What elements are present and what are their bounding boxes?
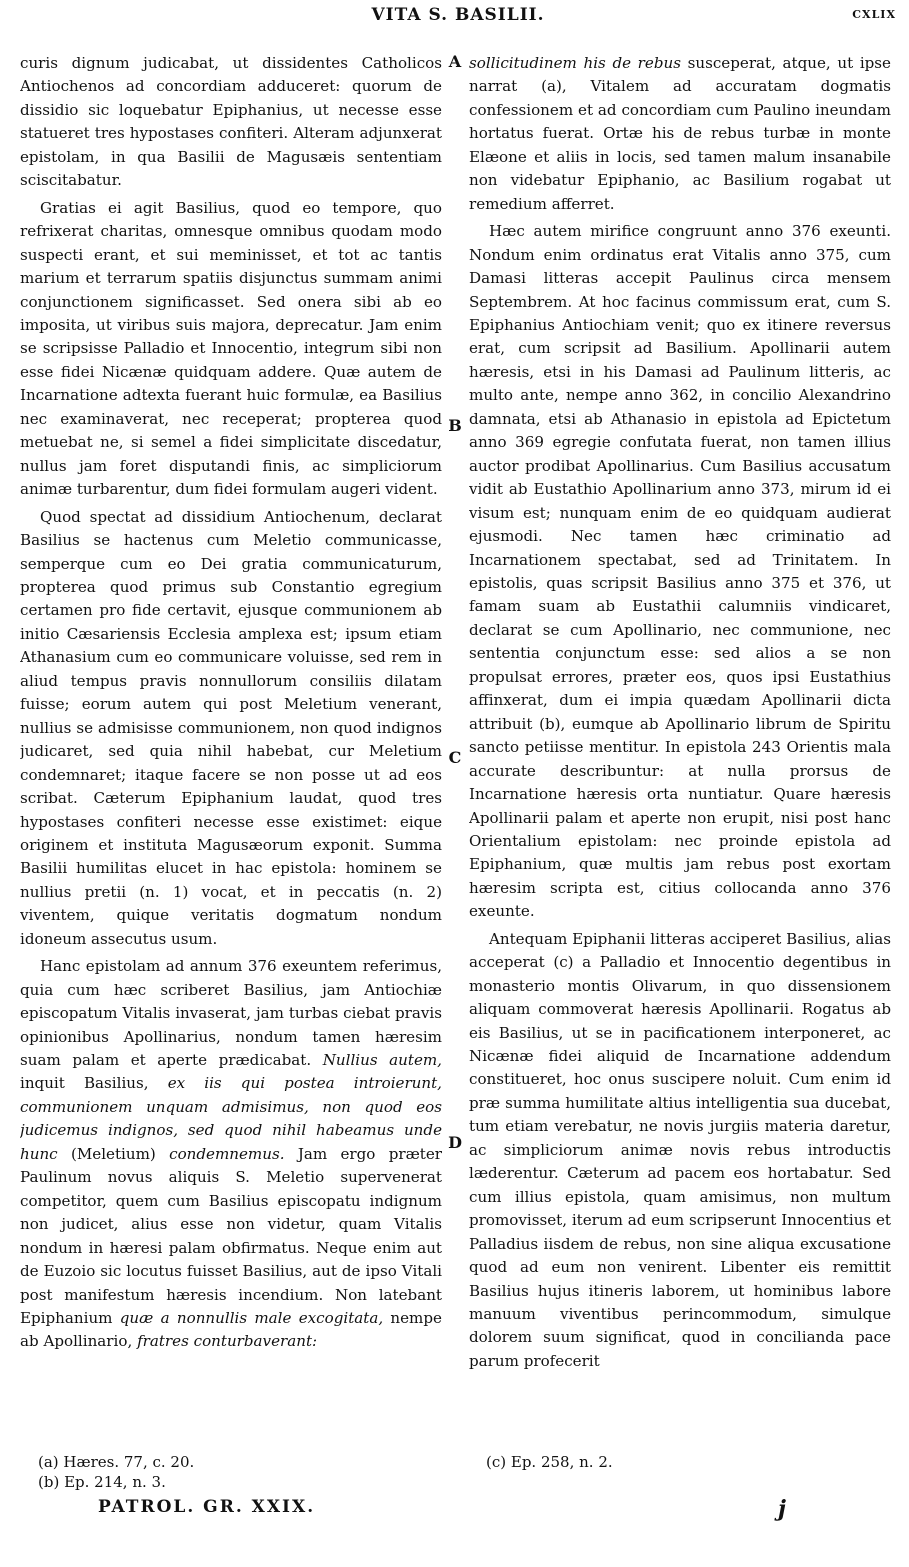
quotation: quæ a nonnullis male excogitata, (119, 1309, 384, 1328)
quotation: Nullius autem, (322, 1051, 442, 1070)
quotation: fratres conturbaverant: (137, 1332, 318, 1351)
margin-marker-d: D (448, 1133, 462, 1152)
footnotes-right (486, 1452, 906, 1472)
running-title: VITA S. BASILII. (371, 5, 545, 25)
paragraph: Gratias ei agit Basilius, quod eo tempore, quo refrixerat charitas, omnesque omnibus quodam modo suspecti erant, et sui meminisset, et tot ac tantis marium et terrarum spatiis disjunctus summam animi conjunctionem significasset. Sed onera sibi ab eo imposita, ut viribus suis majora, deprecatur. Jam enim se scripsisse Palladio et Innocentio, integrum sibi non esse fidei Nicænæ quidquam addere. Quæ autem de Incarnatione adtexta fuerant huic formulæ, ea Basilius nec examinaverat, nec receperat; propterea quod metuebat ne, si semel a fidei simplicitate discedatur, nullus jam foret disputandi finis, ac simpliciorum animæ turbarentur, dum fidei formulam augeri vident. (20, 198, 442, 499)
quotation: ex iis qui postea introierunt, communionem unquam admisimus, non quod eos judicemus indignos, sed quod nihil habeamus unde hunc (20, 1074, 442, 1163)
page-header (20, 5, 896, 35)
text-run: nempe ab Apollinario, (20, 1309, 442, 1351)
text-run: susceperat, atque, ut ipse narrat (a), Vitalem ad accuratam dogmatis confessionem et ad concordiam cum Paulino ineundam hortatus fuerat. Ortæ his de rebus turbæ in monte Elæone et aliis in locis, sed tamen malum insanabile non videbatur Epiphanio, ac Basilium rogabat ut remedium afferret. (469, 54, 891, 213)
sheet-mark: j (778, 1496, 786, 1522)
text-run: Jam ergo præter Paulinum novus aliquis S. Meletio supervenerat competitor, quem cum Basilius episcopatu indignum non judicet, alius esse non videtur, quam Vitalis nondum in hæresi palam obfirmatus. Neque enim aut de Euzoio sic locutus fuisset Basilius, aut de ipso Vitali post manifestum hæresis incendium. Non latebant Epiphanium (20, 1144, 442, 1328)
text-run: inquit Basilius, (20, 1074, 149, 1093)
text-run: Hanc epistolam ad annum 376 exeuntem referimus, quia cum hæc scriberet Basilius, jam Antiochiæ episcopatum Vitalis invaserat, jam turbas ciebat pravis opinionibus Apollinarius, nondum tamen hæresim suam palam et aperte prædicabat. (20, 957, 442, 1070)
paragraph (469, 52, 891, 216)
margin-marker-a: A (448, 52, 462, 71)
folio-number: CXLIX (852, 8, 896, 21)
text-run: (Meletium) (70, 1144, 156, 1163)
footnote: (b) Ep. 214, n. 3. (38, 1473, 166, 1491)
quotation: sollicitudinem his de rebus (469, 54, 681, 72)
footnote: (a) Hæres. 77, c. 20. (38, 1453, 195, 1471)
left-column (20, 52, 442, 1442)
footnote: (c) Ep. 258, n. 2. (486, 1453, 613, 1471)
volume-signature: PATROL. GR. XXIX. (98, 1497, 316, 1517)
quotation: condemnemus. (169, 1144, 285, 1163)
margin-marker-c: C (448, 748, 462, 767)
paragraph (20, 955, 442, 1354)
right-column (469, 52, 891, 1442)
footnotes-left (38, 1452, 458, 1492)
paragraph: Hæc autem mirifice congruunt anno 376 exeunti. Nondum enim ordinatus erat Vitalis anno 375, cum Damasi litteras accepit Paulinus circa mensem Septembrem. At hoc facinus commissum erat, cum S. Epiphanius Antiochiam venit; quo ex itinere reversus erat, cum scripsit ad Basilium. Apollinarii autem hæresis, etsi in his Damasi ad Paulinum litteris, ac multo ante, nempe anno 362, in concilio Alexandrino damnata, etsi ab Athanasio in epistola ad Epictetum anno 369 egregie confutata fuerat, non tamen illius auctor prodibat Apollinarius. Cum Basilius accusatum vidit ab Eustathio Apollinarium anno 373, mirum id ei visum est; nunquam enim de eo quidquam audierat ejusmodi. Nec tamen hæc criminatio ad Incarnationem spectabat, sed ad Trinitatem. In epistolis, quas scripsit Basilius anno 375 et 376, ut famam suam ab Eustathii calumniis vindicaret, declarat se cum Apollinario, nec communione, nec sententia conjunctum esse: sed alios a se non propulsat errores, præter eos, quos ipsi Eustathius affinxerat, dum ei impia quædam Apollinarii dicta attribuit (b), eumque ab Apollinario librum de Spiritu sancto petiisse mentitur. In epistola 243 Orientis mala accurate describuntur: at nulla prorsus de Incarnatione hæresis orta nuntiatur. Quare hæresis Apollinarii palam et aperte non erupit, nisi post hanc Orientalium epistolam: nec proinde epistola ad Epiphanium, quæ multis jam rebus post exortam hæresim scripta est, citius collocanda anno 376 exeunte. (469, 222, 891, 921)
paragraph: curis dignum judicabat, ut dissidentes Catholicos Antiochenos ad concordiam adduceret: quorum de dissidio sic loquebatur Epiphanius, ut necesse esse statueret tres hypostases confiteri. Alteram adjunxerat epistolam, in qua Basilii de Magusæis sententiam sciscitabatur. (20, 54, 442, 190)
margin-marker-b: B (448, 416, 462, 435)
paragraph: Quod spectat ad dissidium Antiochenum, declarat Basilius se hactenus cum Meletio communicasse, semperque cum eo Dei gratia communicaturum, propterea quod primus sub Constantio egregium certamen pro fide certavit, ejusque communionem ab initio Cæsariensis Ecclesia amplexa est; ipsum etiam Athanasium cum eo communicare voluisse, sed rem in aliud tempus pravis nonnullorum consiliis dilatam fuisse; eorum autem qui post Meletium venerant, nullius se admisisse communionem, non quod indignos judicaret, sed quia nihil habebat, cur Meletium condemnaret; itaque facere se non posse ut ad eos scribat. Cæterum Epiphanium laudat, quod tres hypostases confiteri necesse esse existimet: eique originem et instituta Magusæorum exponit. Summa Basilii humilitas elucet in hac epistola: hominem se nullius pretii (n. 1) vocat, et in peccatis (n. 2) viventem, quique veritatis dogmatum nondum idoneum assecutus usum. (20, 507, 442, 948)
paragraph: Antequam Epiphanii litteras acciperet Basilius, alias acceperat (c) a Palladio et Innocentio degentibus in monasterio montis Olivarum, in quo dissensionem aliquam commoverat hæresis Apollinarii. Rogatus ab eis Basilius, ut se in pacificationem interponeret, ac Nicænæ fidei aliquid de Incarnatione addendum constitueret, hoc onus suscipere noluit. Cum enim id præ summa humilitate altius intelligentia sua ducebat, tum etiam verebatur, ne novis jurgiis materia daretur, ac simpliciorum animæ novis rebus introductis læderentur. Cæterum ad pacem eos hortabatur. Sed cum illius epistola, quam amisimus, non multum promovisset, iterum ad eum scripserunt Innocentius et Palladius iisdem de rebus, non sine aliqua excusatione quod ad eum non venirent. Libenter eis remittit Basilius hujus itineris laborem, ut hominibus labore manuum viventibus perincommodum, simulque dolorem suum significat, quod in concilianda pace parum profecerit (469, 929, 891, 1370)
